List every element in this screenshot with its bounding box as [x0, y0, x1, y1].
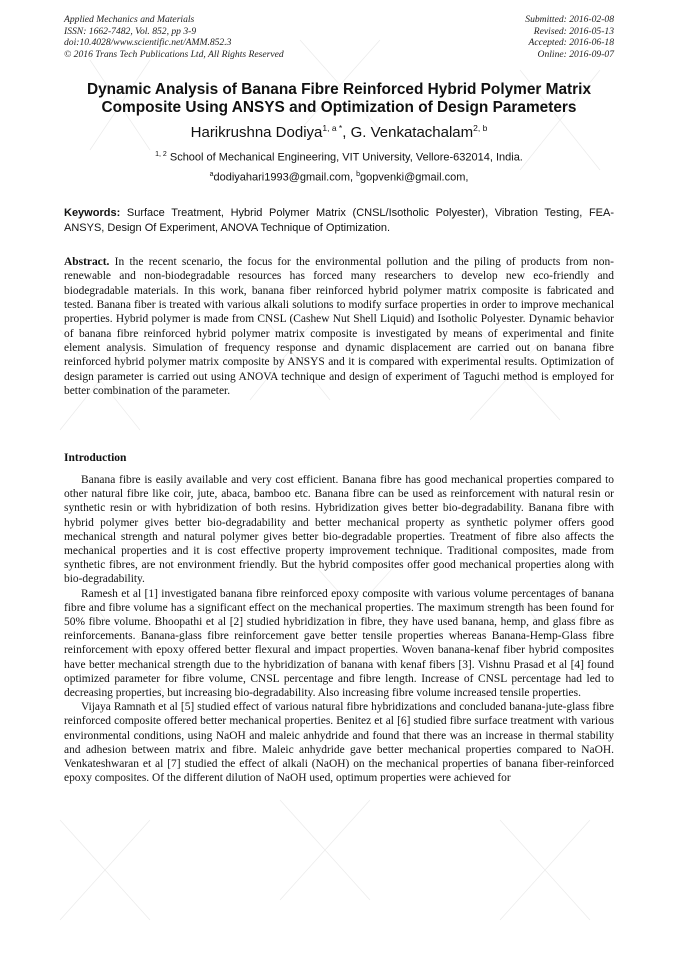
- keywords-label: Keywords:: [64, 207, 121, 219]
- keywords-text: Surface Treatment, Hybrid Polymer Matrix (CNSL/Isotholic Polyester), Vibration Testing, FEA-ANSYS, Design Of Experiment, ANOVA Technique of Optimization.: [64, 207, 614, 234]
- affiliation-text: School of Mechanical Engineering, VIT University, Vellore-632014, India.: [166, 151, 523, 164]
- email-b-mark: b: [356, 171, 361, 178]
- journal-name: Applied Mechanics and Materials: [64, 14, 195, 25]
- title-line-1: Dynamic Analysis of Banana Fibre Reinforced Hybrid Polymer Matrix: [86, 81, 592, 98]
- copyright-line: © 2016 Trans Tech Publications Ltd, All Rights Reserved: [64, 48, 284, 60]
- paragraph: Banana fibre is easily available and very cost efficient. Banana fibre has good mechanical properties compared to other natural fibre like coir, jute, abaca, bamboo etc. Banana fibre can be used as reinforcement with natural resin or synthetic resin or with hybridization of both resins. Hybridization gives better bio-degradability. Banana fibre with hybrid polymer gives better bio-degradability and better mechanical property as synthetic polymer offers good mechanical strength and natural polymer gives better bio-degradable properties. Treatment of fibre also affects the mechanical properties and it is cost effective property improvement technique. Traditional composites, made from synthetic fibres, are not environment friendly. But the hybrid composites offer good mechanical properties along with bio-degradability.: [64, 474, 614, 586]
- doi-line: doi:10.4028/www.scientific.net/AMM.852.3: [64, 37, 232, 49]
- paragraph: Vijaya Ramnath et al [5] studied effect of various natural fibre hybridizations and concluded banana-jute-glass fibre reinforced composite offered better mechanical properties. Benitez et al [6] studied fibre surface treatment with various environmental conditions, using NaOH and maleic anhydride and found that there was an increase in thermal stability and adhesion between matrix and fibre. Maleic anhydride gave better mechanical properties compared to NaOH. Venkateshwaran et al [7] studied the effect of alkali (NaOH) on the mechanical properties of banana fiber-reinforced epoxy composites. Of the different dilution of NaOH used, optimum properties were achieved for: [64, 701, 614, 785]
- title-line-2: Composite Using ANSYS and Optimization of Design Parameters: [101, 99, 577, 116]
- email-b: gopvenki@gmail.com,: [360, 171, 469, 184]
- introduction-body: [64, 473, 614, 785]
- online-date: Online: 2016-09-07: [537, 48, 614, 60]
- author-2-affiliation-mark: 2, b: [473, 123, 488, 133]
- paragraph: Ramesh et al [1] investigated banana fibre reinforced epoxy composite with various volume percentages of banana fibre and fibre volume has a significant effect on the mechanical properties. The maximum strength has been found for 50% fibre volume. Bhoopathi et al [2] studied hybridization in fibre, they have used banana, hemp, and glass fibre as reinforcements. Banana-glass fibre reinforcement gave better tensile properties whereas Banana-Hemp-Glass fibre reinforcement with epoxy offered better flexural and impact properties. Woven banana-kenaf fiber hybrid composites have better mechanical strength due to the hybridization of banana with kenaf fibers [3]. Vishnu Prasad et al [4] found optimized parameter for fibre volume, CNSL percentage and fibre length. Increase of CNSL percentage had led to decreasing properties, but increasing bio-degradability. Also increasing fibre volume increased tensile properties.: [64, 587, 614, 700]
- keywords: [64, 206, 614, 236]
- email-a: dodiyahari1993@gmail.com,: [213, 171, 357, 184]
- paper-title: [50, 81, 628, 117]
- affiliation-mark: 1, 2: [155, 151, 167, 158]
- author-separator: ,: [342, 124, 351, 141]
- abstract: [64, 255, 614, 398]
- author-list: [0, 123, 678, 141]
- affiliation: [0, 151, 678, 164]
- author-1-affiliation-mark: 1, a *: [322, 123, 343, 133]
- journal-info: [64, 14, 284, 60]
- accepted-date: Accepted: 2016-06-18: [528, 37, 614, 49]
- section-heading-introduction: Introduction: [64, 452, 127, 464]
- revised-date: Revised: 2016-05-13: [533, 25, 614, 37]
- author-1: Harikrushna Dodiya: [190, 124, 323, 141]
- abstract-label: Abstract.: [64, 256, 110, 268]
- author-emails: [0, 171, 678, 184]
- issn-line: ISSN: 1662-7482, Vol. 852, pp 3-9: [64, 25, 197, 37]
- email-a-mark: a: [209, 171, 214, 178]
- submitted-date: Submitted: 2016-02-08: [525, 14, 614, 25]
- author-2: G. Venkatachalam: [350, 124, 474, 141]
- submission-dates: [525, 14, 614, 60]
- abstract-text: In the recent scenario, the focus for the environmental pollution and the piling of products from non-renewable and non-biodegradable resources has forced many researchers to develop new eco-friendly and biodegradable materials. In this work, banana fiber reinforced hybrid polymer matrix composite is fabricated and tested. Banana fiber is treated with various alkali solutions to modify surface properties in order to improve mechanical properties. Hybrid polymer is made from CNSL (Cashew Nut Shell Liquid) and Isotholic Polyester. Dynamic behavior of banana fibre reinforced hybrid polymer matrix composite is investigated by means of experimental and finite element analysis. Simulation of frequency response and dynamic displacement are carried out on banana fibre reinforced hybrid polymer matrix composite by ANSYS and it is compared with experimental results. Optimization of design parameter is carried out using ANOVA technique and design of experiment of Taguchi method is employed for better combination of the parameter.: [64, 256, 614, 398]
